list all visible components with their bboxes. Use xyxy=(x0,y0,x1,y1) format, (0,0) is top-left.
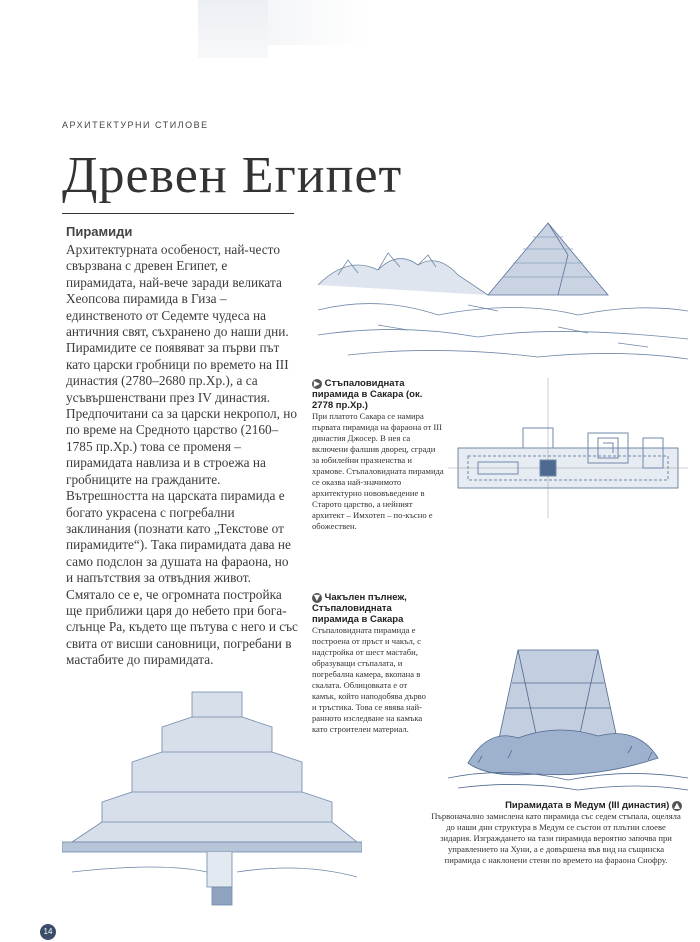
section-label: АРХИТЕКТУРНИ СТИЛОВЕ xyxy=(62,120,209,130)
top-decoration xyxy=(198,0,268,58)
caption-text: Първоначално замислена като пирамида със седем стъпала, оцеляла до наши дни структура в Медум се състои от плътни слоеве зидария. Изграждането на тази пирамида вероятно започва при управлението на Хуни, а е довършена във вид на същинска пирамида с наклонени стени по времето на фараона Снофру. xyxy=(431,811,681,865)
caption-title: Стъпаловидната пирамида в Сакара (ок. 2778 пр.Хр.) xyxy=(312,378,423,411)
caption-sakkara xyxy=(312,378,444,532)
sakkara-site-plan xyxy=(448,378,688,518)
article-paragraph: Архитектурната особеност, най-често свързвана с древен Египет, е пирамидата, най-вече заради великата Хеопсова пирамида в Гиза – единственото от Седемте чудеса на античния свят, съхранено до наши дни. Пирамидите се появяват за първи път като царски гробници по времето на III династия (2780–2680 пр.Хр.), а са усъвършенствани през IV династия. Предпочитани са за царски некропол, но по време на Средното царство (2160–1785 пр.Хр.) това се променя – пирамидата навлиза и в строежа на гробниците на гражданите. xyxy=(66,242,298,487)
meidum-pyramid-illustration xyxy=(448,638,688,798)
caption-text: При платото Сакара се намира първата пирамида на фараона от III династия Джосер. В нея са включени фалшив дворец, сгради за юбилейни празненства и храмове. Стъпаловидната пирамида се оказва най-значимото архитектурно нововъведение в Старото царство, а нейният архитект – Имхотеп – по-късно е обожествен. xyxy=(312,411,444,531)
article-body xyxy=(66,242,298,669)
page-number: 14 xyxy=(40,924,56,940)
arrow-right-icon: ▶ xyxy=(313,379,321,388)
caption-title: Чакълен пълнеж, Стъпаловидната пирамида в Сакара xyxy=(312,592,407,625)
article-paragraph: Смятало се е, че огромната постройка ще приближи царя до небето при бога-слънце Ра, където ще пътува с него и със свита от висши сановници, погребани в мастабите до пирамидата. xyxy=(66,586,298,668)
caption-title: Пирамидата в Медум (III династия) xyxy=(505,800,670,811)
top-decoration-fade xyxy=(268,0,368,45)
caption-text: Стъпаловидната пирамида е построена от пръст и чакъл, с надстройка от шест мастаби, образуващи стъпалата, и погребална камера, вкопана в скалата. Облицовката е от камък, който наподобява дърво и тръстика. Това се явява най-ранното изследване на камъка като строителен материал. xyxy=(312,625,426,734)
caption-meidum xyxy=(430,800,682,866)
arrow-up-icon: ▲ xyxy=(673,801,681,810)
sakkara-landscape-illustration xyxy=(318,215,688,365)
title-rule xyxy=(62,213,294,214)
page-title: Древен Египет xyxy=(62,147,403,204)
article-paragraph: Вътрешността на царската пирамида е богато украсена с погребални заклинания (познати като „Текстове от пирамидите“). Така пирамидата дава не само подслон за душата на фараона, но и напътствия за отвъдния живот. xyxy=(66,488,291,586)
article-subheading: Пирамиди xyxy=(66,224,133,239)
arrow-down-icon: ▼ xyxy=(313,593,321,602)
caption-rubble xyxy=(312,592,430,735)
